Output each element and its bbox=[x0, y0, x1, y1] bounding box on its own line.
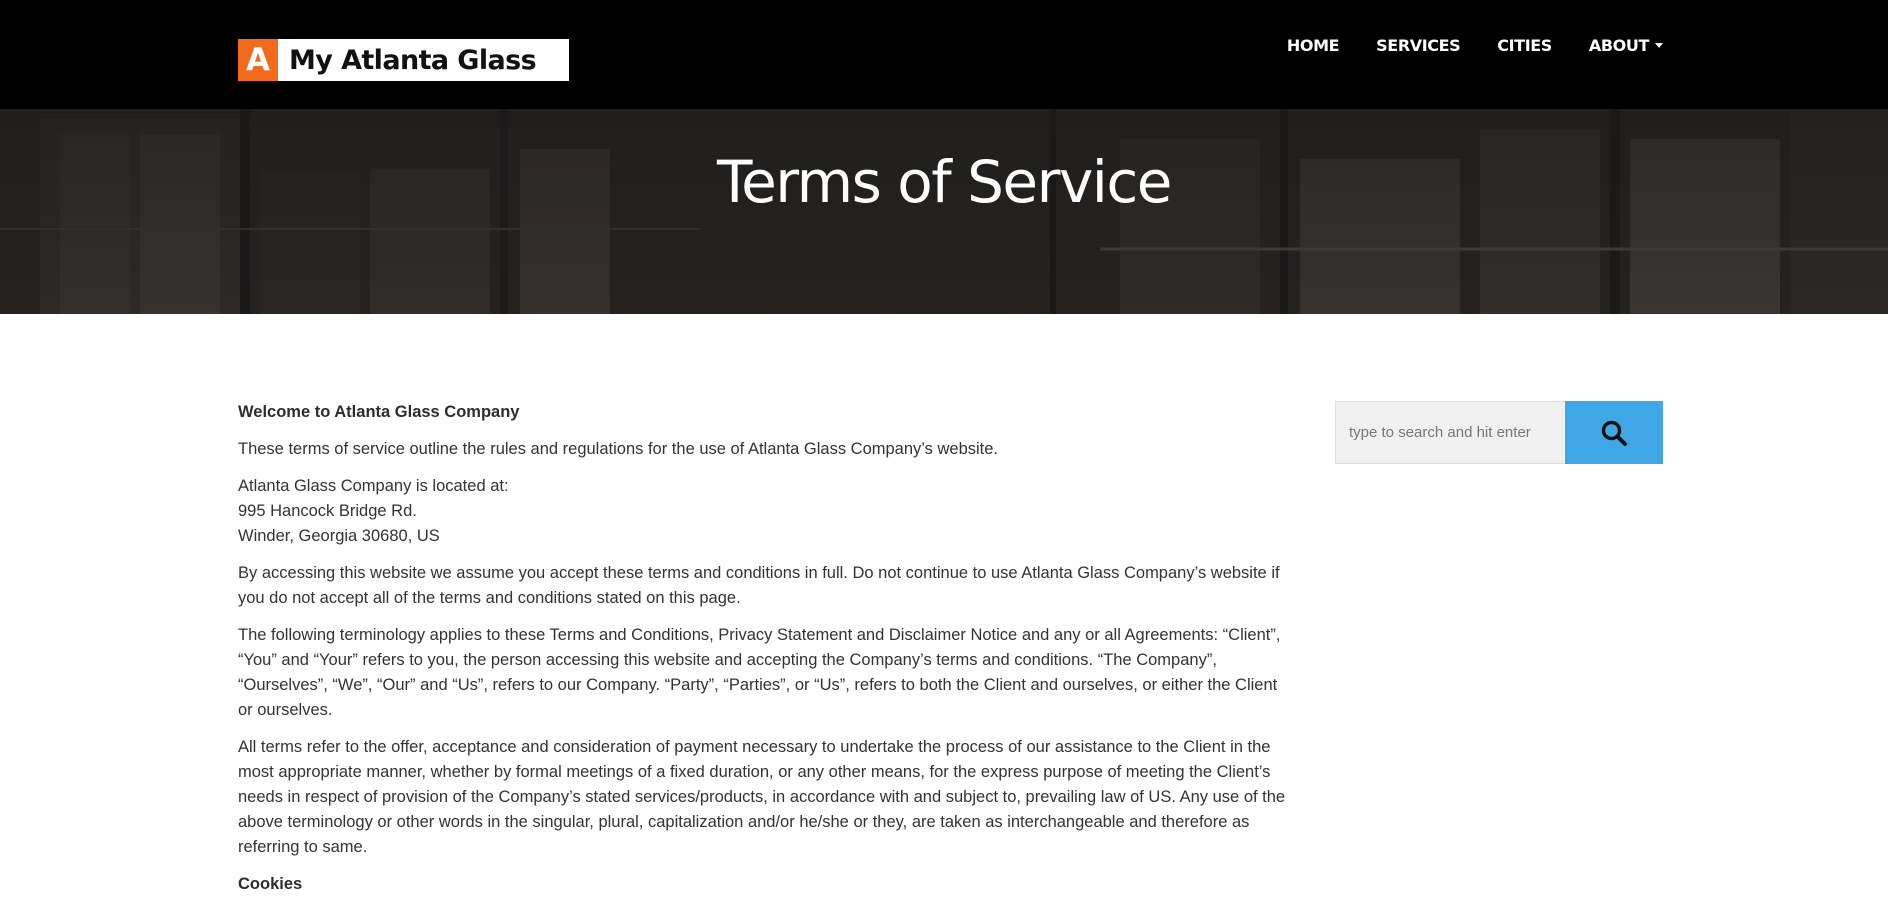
address-line-1: 995 Hancock Bridge Rd. bbox=[238, 502, 417, 520]
caret-down-icon bbox=[1655, 43, 1663, 48]
hero-banner bbox=[0, 109, 1888, 314]
nav-services[interactable] bbox=[1376, 36, 1460, 55]
nav-about-label: ABOUT bbox=[1588, 36, 1649, 55]
all-terms-paragraph: All terms refer to the offer, acceptance and consideration of payment necessary to undertake the process of our assistance to the Client in the most appropriate manner, whether by formal meetings of a fixed duration, or any other means, for the express purpose of meeting the Client’s needs in respect of provision of the Company’s stated services/products, in accordance with and subject to, prevailing law of US. Any use of the above terminology or other words in the singular, plural, capitalization and/or he/she or they, are taken as interchangeable and therefore as referring to same. bbox=[238, 738, 1286, 856]
terms-content bbox=[238, 400, 1288, 909]
cookies-heading: Cookies bbox=[238, 875, 303, 893]
terminology-paragraph: The following terminology applies to these Terms and Conditions, Privacy Statement and Disclaimer Notice and any or all Agreements: “Client”, “You” and “Your” refers to you, the person accessing this website and accepting the Company’s terms and conditions. “The Company”, “Ourselves”, “We”, “Our” and “Us”, refers to our Company. “Party”, “Parties”, or “Us”, refers to both the Client and ourselves, or either the Client or ourselves. bbox=[238, 626, 1281, 719]
nav-cities[interactable] bbox=[1497, 36, 1552, 55]
address-line-2: Winder, Georgia 30680, US bbox=[238, 527, 440, 545]
search-icon bbox=[1600, 419, 1628, 447]
nav-home-label: HOME bbox=[1286, 36, 1340, 55]
sidebar-search bbox=[1335, 401, 1663, 464]
nav-services-label: SERVICES bbox=[1376, 36, 1461, 55]
welcome-heading: Welcome to Atlanta Glass Company bbox=[238, 403, 520, 421]
nav-about[interactable] bbox=[1589, 36, 1663, 55]
acceptance-paragraph: By accessing this website we assume you accept these terms and conditions in full. Do not continue to use Atlanta Glass Company’s website if you do not accept all of the terms and conditions stated on this page. bbox=[238, 564, 1280, 607]
address-label: Atlanta Glass Company is located at: bbox=[238, 477, 509, 495]
main-nav bbox=[1250, 36, 1663, 55]
logo-text: My Atlanta Glass bbox=[289, 44, 537, 76]
search-button[interactable] bbox=[1565, 401, 1663, 464]
address-block bbox=[238, 474, 1288, 549]
search-input[interactable] bbox=[1335, 401, 1565, 464]
nav-home[interactable] bbox=[1287, 36, 1339, 55]
intro-paragraph: These terms of service outline the rules and regulations for the use of Atlanta Glass Company’s website. bbox=[238, 440, 999, 458]
nav-cities-label: CITIES bbox=[1497, 36, 1552, 55]
logo-mark: A bbox=[238, 39, 278, 81]
page-title: Terms of Service bbox=[717, 148, 1171, 216]
site-logo[interactable] bbox=[238, 39, 569, 81]
site-header bbox=[0, 0, 1888, 109]
